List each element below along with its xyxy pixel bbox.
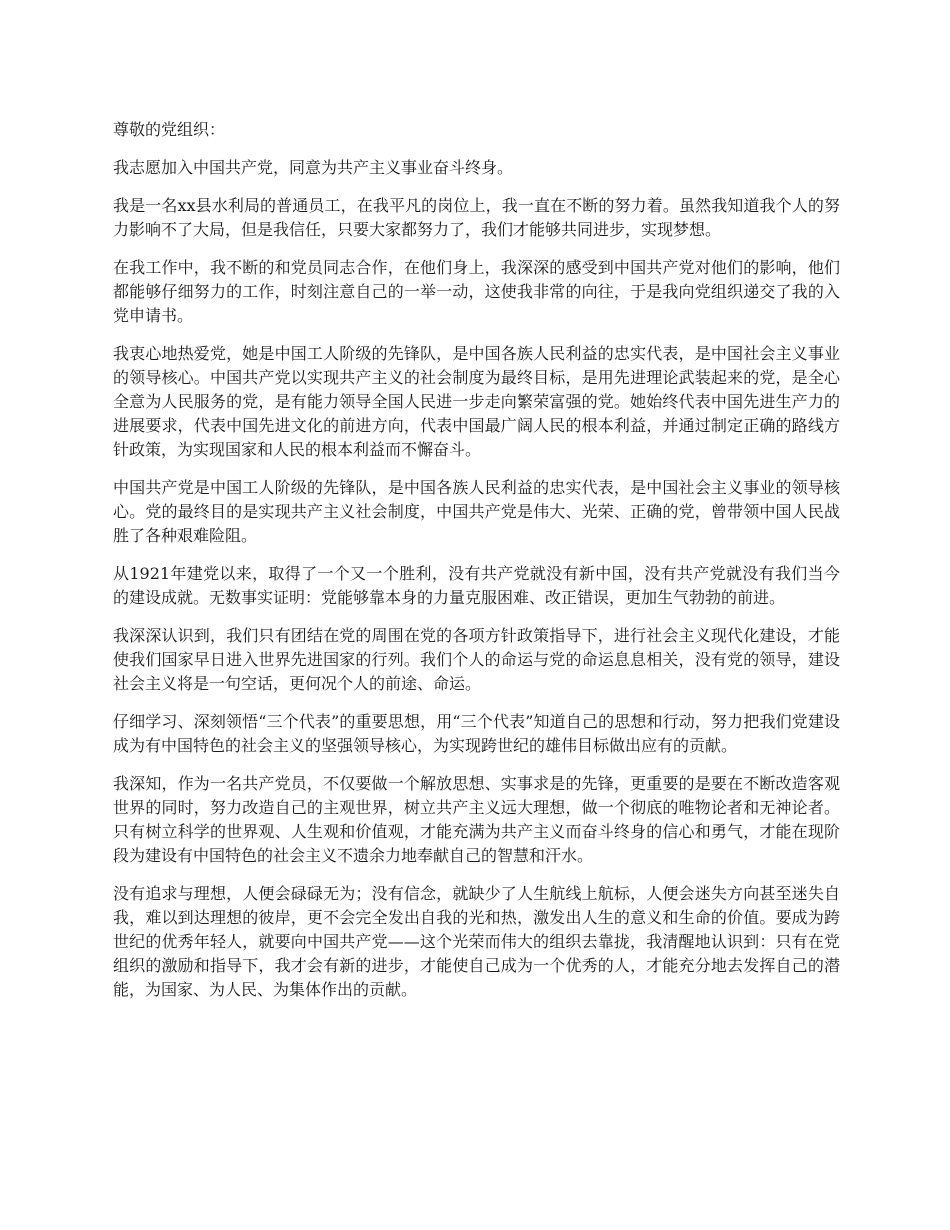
paragraph: 我衷心地热爱党，她是中国工人阶级的先锋队，是中国各族人民利益的忠实代表，是中国社会主义事业的领导核心。中国共产党以实现共产主义的社会制度为最终目标，是用先进理论武装起来的党，是全心全意为人民服务的党，是有能力领导全国人民进一步走向繁荣富强的党。她始终代表中国先进生产力的进展要求，代表中国先进文化的前进方向，代表中国最广阔人民的根本利益，并通过制定正确的路线方针政策，为实现国家和人民的根本利益而不懈奋斗。 (113, 344, 840, 459)
paragraph: 仔细学习、深刻领悟“三个代表”的重要思想，用“三个代表”知道自己的思想和行动，努力把我们党建设成为有中国特色的社会主义的坚强领导核心，为实现跨世纪的雄伟目标做出应有的贡献。 (113, 712, 840, 755)
paragraph: 从1921年建党以来，取得了一个又一个胜利，没有共产党就没有新中国，没有共产党就没有我们当今的建设成就。无数事实证明：党能够靠本身的力量克服困难、改正错误，更加生气勃勃的前进。 (113, 564, 840, 607)
paragraph: 没有追求与理想，人便会碌碌无为；没有信念，就缺少了人生航线上航标，人便会迷失方向甚至迷失自我，难以到达理想的彼岸，更不会完全发出自我的光和热，激发出人生的意义和生命的价值。要成为跨世纪的优秀年轻人，就要向中国共产党——这个光荣而伟大的组织去靠拢，我清醒地认识到：只有在党组织的激励和指导下，我才会有新的进步，才能使自己成为一个优秀的人，才能充分地去发挥自己的潜能，为国家、为人民、为集体作出的贡献。 (113, 884, 840, 999)
paragraph: 我志愿加入中国共产党，同意为共产主义事业奋斗终身。 (113, 158, 514, 177)
paragraph: 在我工作中，我不断的和党员同志合作，在他们身上，我深深的感受到中国共产党对他们的影响，他们都能够仔细努力的工作，时刻注意自己的一举一动，这使我非常的向往，于是我向党组织递交了我的入党申请书。 (113, 258, 840, 325)
paragraph: 我深深认识到，我们只有团结在党的周围在党的各项方针政策指导下，进行社会主义现代化建设，才能使我们国家早日进入世界先进国家的行列。我们个人的命运与党的命运息息相关，没有党的领导，建设社会主义将是一句空话，更何况个人的前途、命运。 (113, 626, 840, 693)
salutation: 尊敬的党组织： (113, 120, 226, 139)
paragraph: 我是一名xx县水利局的普通员工，在我平凡的岗位上，我一直在不断的努力着。虽然我知道我个人的努力影响不了大局，但是我信任，只要大家都努力了，我们才能够共同进步，实现梦想。 (113, 196, 840, 239)
paragraph: 我深知，作为一名共产党员，不仅要做一个解放思想、实事求是的先锋，更重要的是要在不断改造客观世界的同时，努力改造自己的主观世界，树立共产主义远大理想，做一个彻底的唯物论者和无神论者。只有树立科学的世界观、人生观和价值观，才能充满为共产主义而奋斗终身的信心和勇气，才能在现阶段为建设有中国特色的社会主义不遗余力地奉献自己的智慧和汗水。 (113, 774, 840, 865)
document-body (113, 118, 840, 1016)
paragraph: 中国共产党是中国工人阶级的先锋队，是中国各族人民利益的忠实代表，是中国社会主义事业的领导核心。党的最终目的是实现共产主义社会制度，中国共产党是伟大、光荣、正确的党，曾带领中国人民战胜了各种艰难险阻。 (113, 478, 840, 545)
